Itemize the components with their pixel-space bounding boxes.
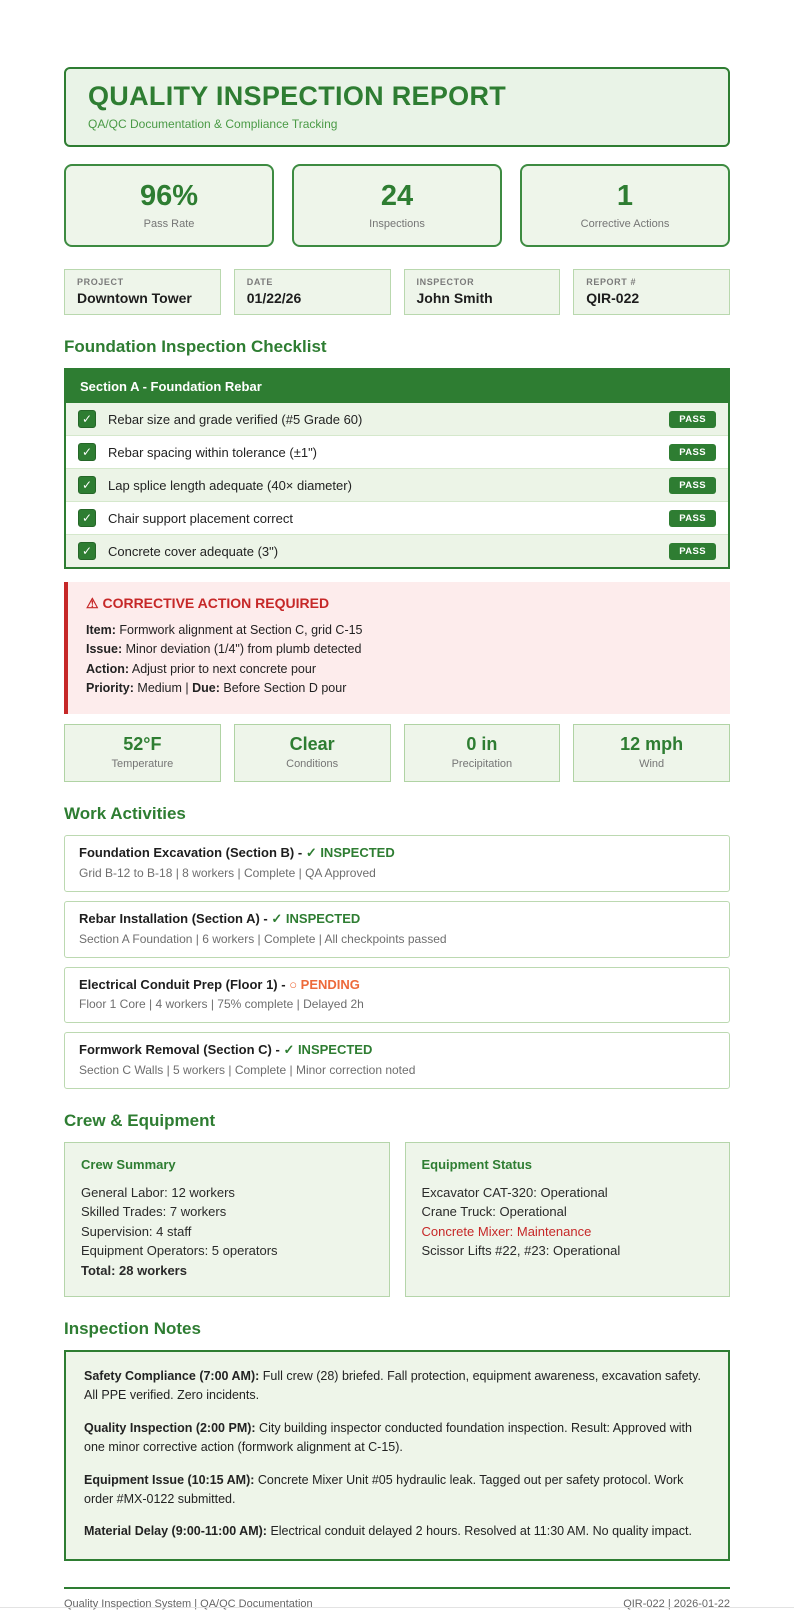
window-edge-divider <box>0 1607 794 1608</box>
note-text: Concrete Mixer Unit #05 hydraulic leak. Tagged out per safety protocol. Work order #MX-0122 submitted. <box>84 1472 684 1506</box>
report-header <box>64 67 730 147</box>
activity-status-inspected: ✓ INSPECTED <box>271 910 361 926</box>
checklist-row <box>66 468 728 501</box>
note-label: Material Delay (9:00-11:00 AM): <box>84 1524 267 1539</box>
checklist-row <box>66 403 728 435</box>
check-icon: ✓ <box>81 544 93 558</box>
activity-meta: Section C Walls | 5 workers | Complete | Minor correction noted <box>79 1062 416 1077</box>
note-text: City building inspector conducted foundation inspection. Result: Approved with one minor corrective action (formwork alignment at C-15). <box>84 1420 692 1455</box>
checklist-item-label: Chair support placement correct <box>108 510 293 526</box>
crew-line: General Labor: 12 workers <box>81 1184 235 1200</box>
weather-label: Wind <box>639 757 665 770</box>
field-label: Issue: <box>86 642 123 657</box>
check-icon: ✓ <box>81 445 93 459</box>
weather-value: Clear <box>289 733 335 754</box>
activity-title <box>79 1042 715 1058</box>
activity-name: Foundation Excavation (Section B) - <box>79 844 303 860</box>
activity-card <box>64 901 730 958</box>
weather-label: Precipitation <box>451 757 513 770</box>
note-entry <box>84 1522 710 1541</box>
corrective-action-title-text: CORRECTIVE ACTION REQUIRED <box>102 595 330 611</box>
checkbox-checked[interactable] <box>78 542 96 560</box>
note-entry <box>84 1367 710 1406</box>
info-field-inspector <box>404 269 561 315</box>
activity-status-inspected: ✓ INSPECTED <box>283 1041 373 1057</box>
activity-title <box>79 977 715 992</box>
warning-icon: ⚠ <box>86 595 99 611</box>
stat-card-inspections <box>292 164 502 247</box>
activity-name: Rebar Installation (Section A) - <box>79 910 268 926</box>
corrective-action-title <box>86 595 712 612</box>
weather-card-temperature <box>64 724 221 782</box>
check-icon: ✓ <box>81 511 93 525</box>
field-label: Item: <box>86 623 116 637</box>
checklist-item-label: Lap splice length adequate (40× diameter) <box>108 477 352 493</box>
activity-title <box>79 911 715 927</box>
section-heading-activities: Work Activities <box>64 803 186 823</box>
crew-line: Skilled Trades: 7 workers <box>81 1204 227 1219</box>
status-badge: PASS <box>669 444 716 461</box>
weather-card-wind <box>573 724 730 782</box>
activity-meta: Grid B-12 to B-18 | 8 workers | Complete | QA Approved <box>79 865 376 880</box>
equipment-line-maintenance: Concrete Mixer: Maintenance <box>421 1223 592 1239</box>
status-badge: PASS <box>669 543 716 560</box>
note-entry <box>84 1419 710 1458</box>
note-label: Safety Compliance (7:00 AM): <box>84 1369 260 1383</box>
note-text: Electrical conduit delayed 2 hours. Resolved at 11:30 AM. No quality impact. <box>270 1524 692 1539</box>
stat-value: 1 <box>616 180 634 212</box>
info-label: PROJECT <box>77 277 124 287</box>
note-text: Full crew (28) briefed. Fall protection, equipment awareness, excavation safety. All PPE verified. Zero incidents. <box>84 1369 701 1403</box>
field-label: Due: <box>192 681 220 696</box>
separator: | <box>185 681 189 696</box>
checklist-row <box>66 501 728 534</box>
checklist-row <box>66 534 728 567</box>
section-heading-notes: Inspection Notes <box>64 1319 201 1338</box>
check-icon: ✓ <box>81 412 93 426</box>
field-label: Priority: <box>86 681 134 696</box>
section-heading-checklist: Foundation Inspection Checklist <box>64 337 327 356</box>
equipment-line: Crane Truck: Operational <box>421 1204 567 1219</box>
field-value: Minor deviation (1/4") from plumb detected <box>125 642 362 657</box>
corrective-priority-line <box>86 679 712 698</box>
status-badge: PASS <box>669 477 716 494</box>
checklist-item-label: Rebar spacing within tolerance (±1") <box>108 444 318 460</box>
info-label: REPORT # <box>586 277 637 287</box>
activity-card <box>64 835 730 892</box>
checkbox-checked[interactable] <box>78 443 96 461</box>
status-badge: PASS <box>669 510 716 527</box>
checklist-item-label: Concrete cover adequate (3") <box>108 543 279 559</box>
activity-name: Formwork Removal (Section C) - <box>79 1041 280 1057</box>
info-fields-row <box>64 269 730 315</box>
panel-title: Crew Summary <box>81 1156 176 1172</box>
info-value: Downtown Tower <box>77 290 192 306</box>
weather-label: Temperature <box>111 757 174 770</box>
note-label: Quality Inspection (2:00 PM): <box>84 1420 256 1435</box>
field-value: Adjust prior to next concrete pour <box>131 661 316 676</box>
info-field-report-number <box>573 269 730 315</box>
page-title: QUALITY INSPECTION REPORT <box>88 81 507 111</box>
crew-total-line: Total: 28 workers <box>81 1262 187 1278</box>
status-badge: PASS <box>669 411 716 428</box>
stat-label: Pass Rate <box>143 218 195 230</box>
stat-label: Inspections <box>369 218 425 230</box>
page-subtitle: QA/QC Documentation & Compliance Tracking <box>88 117 338 131</box>
crew-line: Supervision: 4 staff <box>81 1223 192 1239</box>
checklist-table-header: Section A - Foundation Rebar <box>66 370 728 403</box>
crew-line: Equipment Operators: 5 operators <box>81 1243 278 1258</box>
activity-name: Electrical Conduit Prep (Floor 1) - <box>79 976 286 992</box>
crew-equipment-row <box>64 1142 730 1298</box>
weather-label: Conditions <box>286 757 339 770</box>
checklist-item-label: Rebar size and grade verified (#5 Grade 60) <box>108 411 363 427</box>
section-heading-crew-equipment: Crew & Equipment <box>64 1110 216 1130</box>
field-label: Action: <box>86 661 130 676</box>
note-label: Equipment Issue (10:15 AM): <box>84 1472 255 1487</box>
field-value: Medium <box>137 681 182 696</box>
note-entry <box>84 1471 710 1510</box>
activity-card <box>64 1032 730 1089</box>
footer-system-label: Quality Inspection System | QA/QC Documentation <box>64 1597 313 1610</box>
weather-card-conditions <box>234 724 391 782</box>
weather-row <box>64 724 730 782</box>
checkbox-checked[interactable] <box>78 476 96 494</box>
equipment-line: Scissor Lifts #22, #23: Operational <box>421 1243 621 1258</box>
weather-card-precipitation <box>404 724 561 782</box>
stat-label: Corrective Actions <box>580 218 670 230</box>
checkbox-checked[interactable] <box>78 410 96 428</box>
info-label: DATE <box>246 277 273 287</box>
footer-report-id: QIR-022 | 2026-01-22 <box>623 1597 730 1610</box>
info-value: John Smith <box>416 290 493 306</box>
stats-row <box>64 164 730 247</box>
stat-card-pass-rate <box>64 164 274 247</box>
activity-title <box>79 845 715 861</box>
info-label: INSPECTOR <box>416 277 475 287</box>
checkbox-checked[interactable] <box>78 509 96 527</box>
info-field-date <box>234 269 391 315</box>
crew-summary-panel <box>64 1142 390 1298</box>
weather-value: 12 mph <box>620 733 684 754</box>
activity-meta: Section A Foundation | 6 workers | Complete | All checkpoints passed <box>79 931 447 946</box>
stat-card-corrective-actions <box>520 164 730 247</box>
stat-value: 96% <box>139 180 199 212</box>
corrective-issue-line <box>86 640 712 659</box>
equipment-line: Excavator CAT-320: Operational <box>421 1184 608 1200</box>
panel-title: Equipment Status <box>421 1156 533 1172</box>
inspection-notes-box <box>64 1350 730 1561</box>
check-icon: ✓ <box>81 478 93 492</box>
equipment-status-panel <box>405 1142 731 1298</box>
corrective-action-line <box>86 660 712 679</box>
corrective-item-line <box>86 621 712 640</box>
activity-card <box>64 967 730 1023</box>
info-value: 01/22/26 <box>246 290 302 306</box>
field-value: Before Section D pour <box>223 681 347 696</box>
weather-value: 52°F <box>123 733 162 754</box>
info-field-project <box>64 269 221 315</box>
checklist-row <box>66 435 728 468</box>
checklist-table <box>64 368 730 569</box>
activity-status-pending: ○ PENDING <box>289 976 360 992</box>
info-value: QIR-022 <box>586 290 640 306</box>
field-value: Formwork alignment at Section C, grid C-15 <box>119 623 363 637</box>
activity-meta: Floor 1 Core | 4 workers | 75% complete | Delayed 2h <box>79 996 364 1011</box>
weather-value: 0 in <box>466 733 498 754</box>
stat-value: 24 <box>380 180 414 212</box>
activity-status-inspected: ✓ INSPECTED <box>305 844 395 860</box>
corrective-action-alert <box>64 582 730 714</box>
